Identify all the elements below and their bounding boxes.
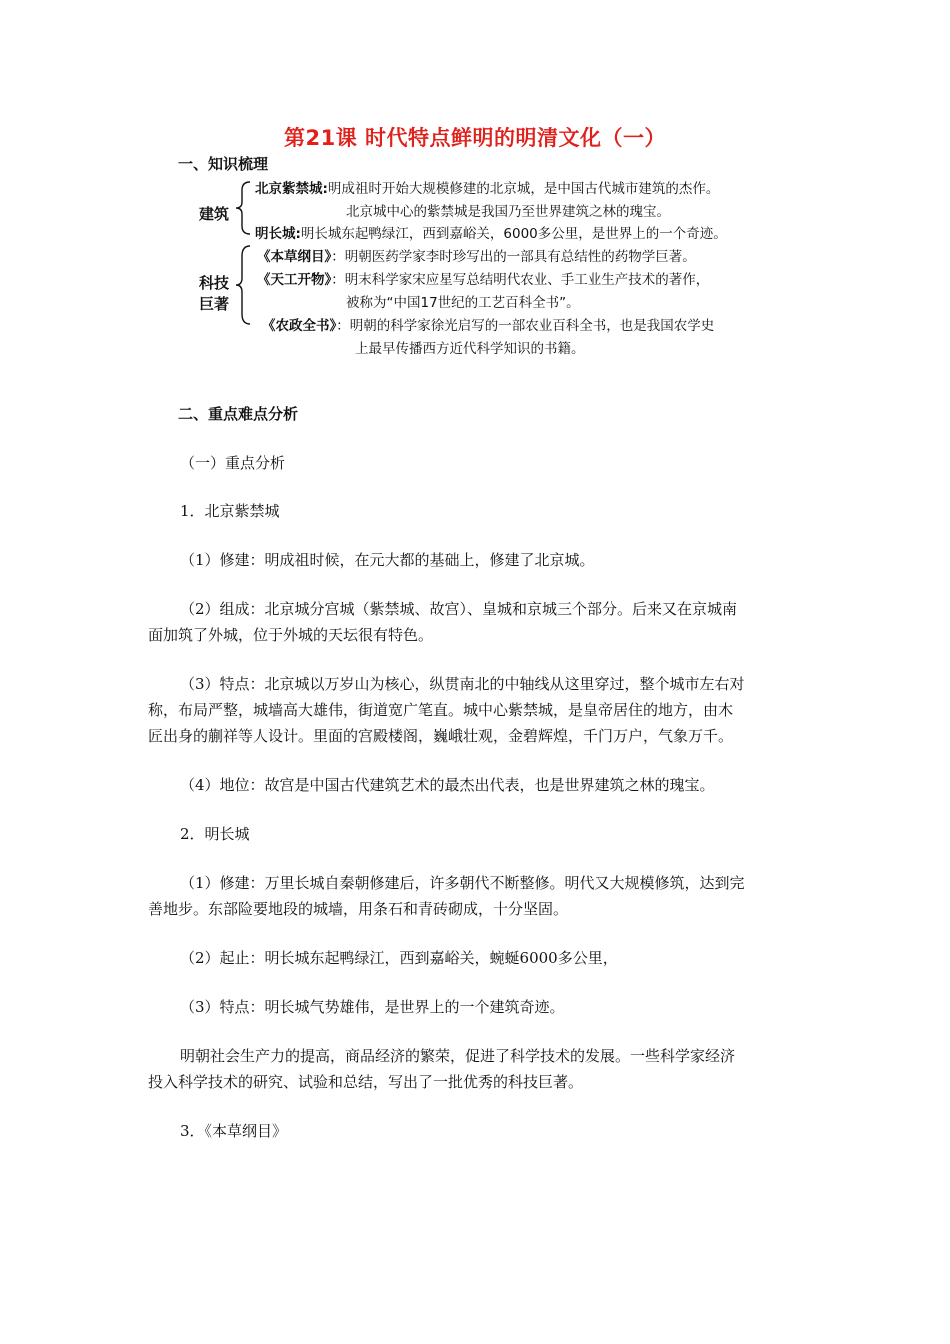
item-forbidden-city [255, 177, 719, 197]
heading-forbidden-city: 1．北京紫禁城 [180, 502, 280, 520]
category-architecture: 建筑 [199, 205, 230, 223]
paragraph: （3）特点：明长城气势雄伟，是世界上的一个建筑奇迹。 [180, 998, 565, 1016]
item-forbidden-city-line2: 北京城中心的紫禁城是我国乃至世界建筑之林的瑰宝。 [346, 204, 670, 220]
paragraph-line: 善地步。东部险要地段的城墙，用条石和青砖砌成，十分坚固。 [148, 900, 569, 918]
item-text: ：明朝的科学家徐光启写的一部农业百科全书，也是我国农学史 [336, 318, 715, 334]
item-nongzheng [262, 314, 714, 334]
page-title: 第21课 时代特点鲜明的明清文化（一） [283, 126, 667, 150]
item-nongzheng-line2: 上最早传播西方近代科学知识的书籍。 [355, 341, 585, 357]
paragraph-line: 称，布局严整，城墙高大雄伟，街道宽广笔直。城中心紫禁城，是皇帝居住的地方，由木 [148, 701, 734, 719]
item-key: 《本草纲目》 [257, 249, 332, 265]
subheading-key-points: （一）重点分析 [180, 454, 286, 472]
item-tiangong-line2: 被称为“中国17世纪的工艺百科全书”。 [346, 295, 580, 311]
paragraph-line: 匠出身的蒯祥等人设计。里面的宫殿楼阁，巍峨壮观，金碧辉煌，千门万户，气象万千。 [148, 727, 734, 745]
paragraph-line: 明朝社会生产力的提高，商品经济的繁荣，促进了科学技术的发展。一些科学家经济 [180, 1047, 736, 1065]
item-key: 《农政全书》 [262, 318, 337, 334]
section-heading-1: 一、知识梳理 [178, 155, 269, 173]
item-text: ：明末科学家宋应星写总结明代农业、手工业生产技术的著作， [331, 272, 710, 288]
paragraph-line: （2）组成：北京城分宫城（紫禁城、故宫）、皇城和京城三个部分。后来又在京城南 [180, 600, 738, 618]
paragraph-line: （3）特点：北京城以万岁山为核心，纵贯南北的中轴线从这里穿过，整个城市左右对 [180, 675, 745, 693]
category-science-label-1: 科技 [199, 274, 230, 292]
item-key: 《天工开物》 [257, 272, 332, 288]
heading-great-wall: 2．明长城 [180, 825, 250, 843]
brace-science [234, 244, 252, 326]
paragraph-line: 面加筑了外城，位于外城的天坛很有特色。 [148, 626, 434, 644]
item-key: 明长城: [255, 226, 301, 242]
paragraph: （4）地位：故宫是中国古代建筑艺术的最杰出代表，也是世界建筑之林的瑰宝。 [180, 776, 715, 794]
section-heading-2: 二、重点难点分析 [178, 405, 299, 423]
item-text: 明长城东起鸭绿江，西到嘉峪关，6000多公里，是世界上的一个奇迹。 [300, 226, 727, 242]
paragraph: （1）修建：明成祖时候，在元大都的基础上，修建了北京城。 [180, 551, 595, 569]
item-text: ：明朝医药学家李时珍写出的一部具有总结性的药物学巨著。 [331, 249, 696, 265]
heading-bencao: 3．《本草纲目》 [180, 1122, 288, 1140]
paragraph-line: （1）修建：万里长城自秦朝修建后，许多朝代不断整修。明代又大规模修筑，达到完 [180, 874, 745, 892]
paragraph: （2）起止：明长城东起鸭绿江，西到嘉峪关，蜿蜒6000多公里， [180, 949, 618, 967]
item-key: 北京紫禁城: [255, 181, 328, 197]
category-science-label-2: 巨著 [199, 295, 230, 313]
item-text: 明成祖时开始大规模修建的北京城，是中国古代城市建筑的杰作。 [327, 181, 720, 197]
item-bencao [257, 245, 696, 265]
paragraph-line: 投入科学技术的研究、试验和总结，写出了一批优秀的科技巨著。 [148, 1073, 584, 1091]
item-tiangong [257, 268, 709, 288]
item-great-wall [255, 222, 727, 242]
brace-architecture [234, 180, 252, 236]
